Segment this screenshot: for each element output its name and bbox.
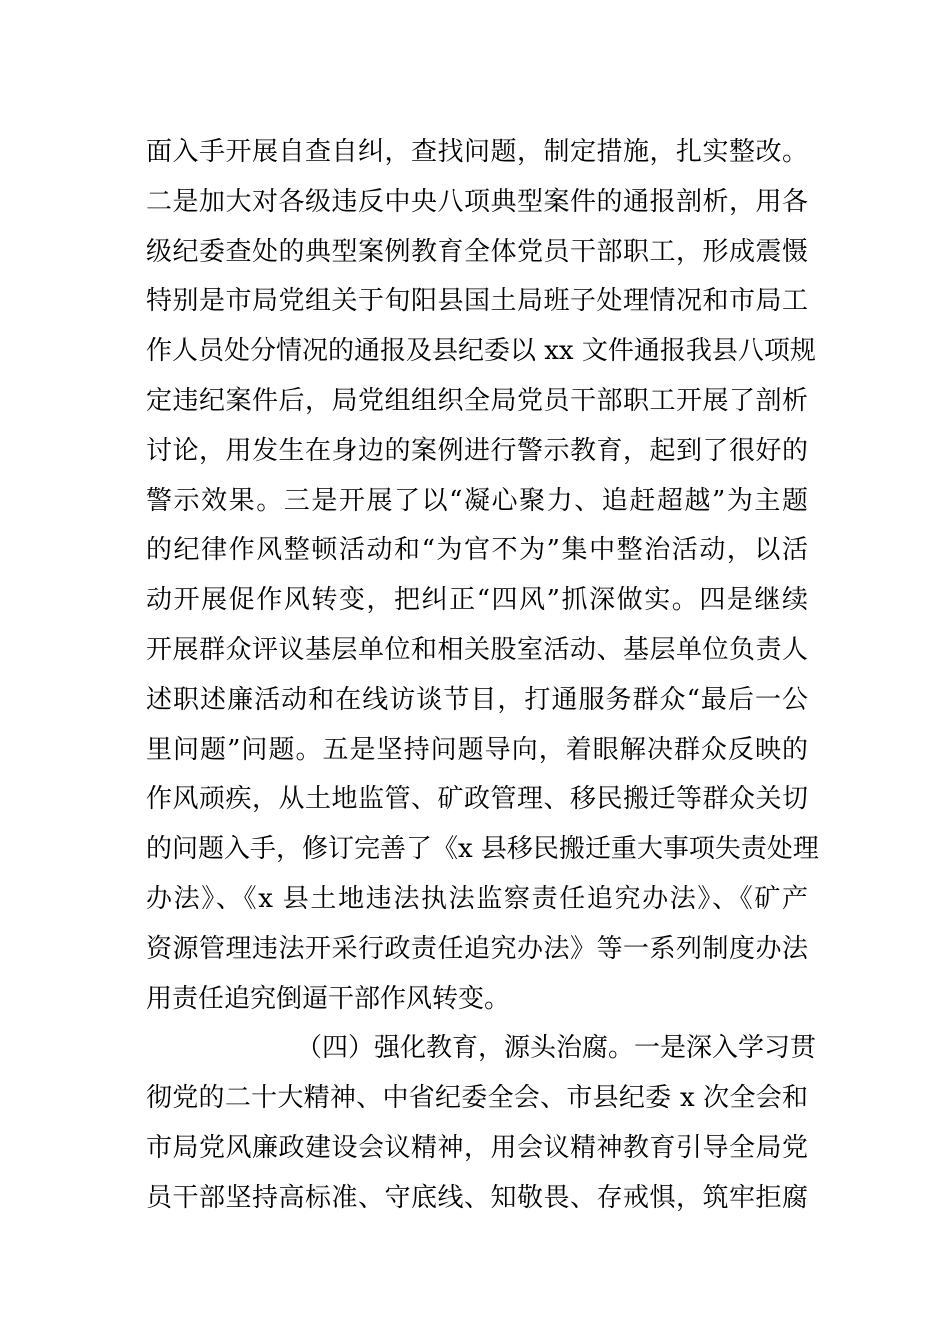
text-line: 开展群众评议基层单位和相关股室活动、基层单位负责人 [146, 634, 808, 665]
text-line: 述职述廉活动和在线访谈节目，打通服务群众“最后一公 [146, 684, 808, 715]
text-line: 市局党风廉政建设会议精神，用会议精神教育引导全局党 [146, 1132, 808, 1163]
text-line: 面入手开展自查自纠，查找问题，制定措施，扎实整改。 [146, 137, 808, 167]
text-line: 办法》、《x 县土地违法执法监察责任追究办法》、《矿产 [146, 883, 808, 914]
text-line: 级纪委查处的典型案例教育全体党员干部职工，形成震慑 [146, 236, 808, 267]
text-line: 的问题入手，修订完善了《x 县移民搬迁重大事项失责处理 [146, 834, 819, 865]
text-line: 彻党的二十大精神、中省纪委全会、市县纪委 x 次全会和 [146, 1083, 808, 1114]
text-line: 特别是市局党组关于旬阳县国土局班子处理情况和市局工 [146, 286, 808, 317]
text-line: 动开展促作风转变，把纠正“四风”抓深做实。四是继续 [146, 585, 808, 616]
body-text [146, 128, 819, 1224]
text-line: 讨论，用发生在身边的案例进行警示教育，起到了很好的 [146, 435, 808, 466]
text-line-paragraph-end: 用责任追究倒逼干部作风转变。 [146, 983, 511, 1014]
text-line: 作人员处分情况的通报及县纪委以 xx 文件通报我县八项规 [146, 336, 816, 367]
section-heading-line: （四）强化教育，源头治腐。一是深入学习贯 [296, 1033, 817, 1064]
text-line: 作风顽疾，从土地监管、矿政管理、移民搬迁等群众关切 [146, 784, 808, 815]
text-line: 员干部坚持高标准、守底线、知敬畏、存戒惧，筑牢拒腐 [146, 1182, 808, 1213]
text-line: 二是加大对各级违反中央八项典型案件的通报剖析，用各 [146, 186, 808, 217]
text-line: 警示效果。三是开展了以“凝心聚力、追赶超越”为主题 [146, 485, 808, 516]
text-line: 里问题”问题。五是坚持问题导向，着眼解决群众反映的 [146, 734, 808, 765]
text-line: 定违纪案件后，局党组组织全局党员干部职工开展了剖析 [146, 385, 808, 416]
text-line: 资源管理违法开采行政责任追究办法》等一系列制度办法 [146, 933, 808, 964]
text-line: 的纪律作风整顿活动和“为官不为”集中整治活动，以活 [146, 535, 808, 566]
